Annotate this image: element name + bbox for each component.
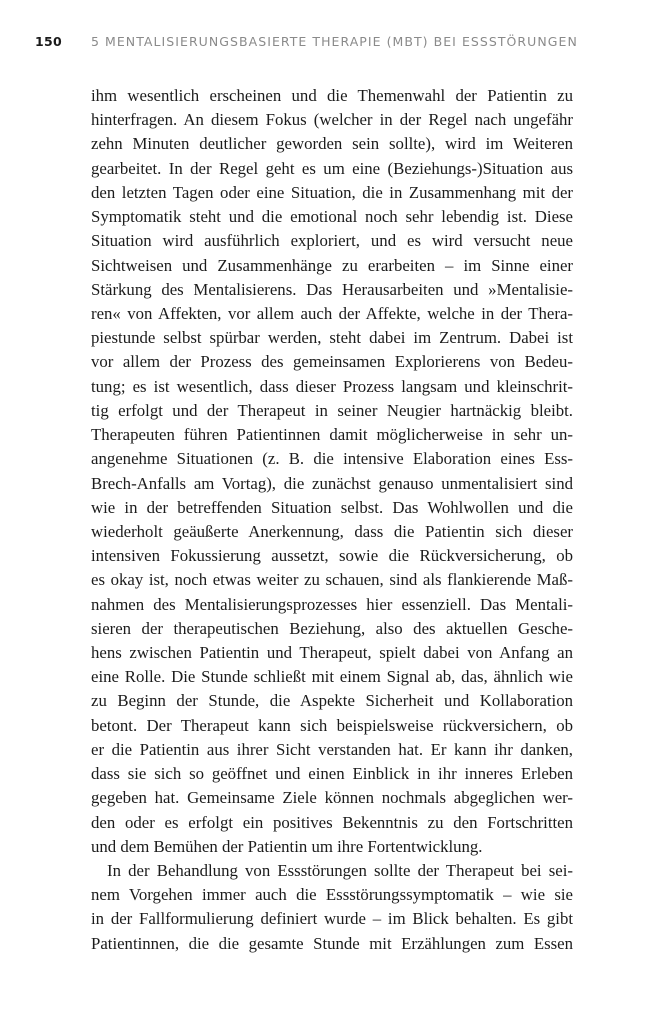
text-line: dass sie sich so geöffnet und einen Einblick in ihr inneres Erleben bbox=[91, 764, 573, 784]
page-header bbox=[35, 34, 615, 54]
body-text bbox=[91, 84, 573, 956]
text-line: betont. Der Therapeut kann sich beispielsweise rückversichern, ob bbox=[91, 715, 573, 735]
page-number: 150 bbox=[35, 34, 62, 49]
text-line: nahmen des Mentalisierungsprozesses hier essenziell. Das Mentali- bbox=[91, 594, 573, 614]
text-line: angenehme Situationen (z. B. die intensive Elaboration eines Ess- bbox=[91, 449, 573, 469]
text-line: hinterfragen. An diesem Fokus (welcher in der Regel nach ungefähr bbox=[91, 110, 573, 130]
text-line: tung; es ist wesentlich, dass dieser Prozess langsam und kleinschrit- bbox=[91, 376, 573, 396]
text-line: ihm wesentlich erscheinen und die Themenwahl der Patientin zu bbox=[91, 86, 573, 105]
text-line: Patientinnen, die die gesamte Stunde mit Erzählungen zum Essen bbox=[91, 933, 573, 953]
text-line: zu Beginn der Stunde, die Aspekte Sicherheit und Kollaboration bbox=[91, 691, 573, 711]
text-line: In der Behandlung von Essstörungen sollte der Therapeut bei sei- bbox=[107, 861, 573, 880]
text-line: hens zwischen Patientin und Therapeut, spielt dabei von Anfang an bbox=[91, 643, 573, 663]
text-line: er die Patientin aus ihrer Sicht verstanden hat. Er kann ihr danken, bbox=[91, 739, 573, 759]
text-line: piestunde selbst spürbar werden, steht dabei im Zentrum. Dabei ist bbox=[91, 328, 573, 348]
text-line: tig erfolgt und der Therapeut in seiner Neugier hartnäckig bleibt. bbox=[91, 400, 573, 420]
text-line: Therapeuten führen Patientinnen damit möglicherweise in sehr un- bbox=[91, 425, 573, 445]
text-line: zehn Minuten deutlicher geworden sein sollte), wird im Weiteren bbox=[91, 134, 573, 154]
text-line: intensiven Fokussierung aussetzt, sowie die Rückversicherung, ob bbox=[91, 546, 573, 566]
paragraph-2 bbox=[91, 859, 573, 956]
text-line: und dem Bemühen der Patientin um ihre Fortentwicklung. bbox=[91, 836, 483, 856]
text-line: gegeben hat. Gemeinsame Ziele können nochmals abgeglichen wer- bbox=[91, 788, 573, 808]
text-line: vor allem der Prozess des gemeinsamen Explorierens von Bedeu- bbox=[91, 352, 573, 372]
text-line: Sichtweisen und Zusammenhänge zu erarbeiten – im Sinne einer bbox=[91, 255, 573, 275]
text-line: es okay ist, noch etwas weiter zu schauen, sind als flankierende Maß- bbox=[91, 570, 573, 590]
text-line: Brech-Anfalls am Vortag), die zunächst genauso unmentalisiert sind bbox=[91, 473, 573, 493]
running-head: 5 MENTALISIERUNGSBASIERTE THERAPIE (MBT) BEI ESSSTÖRUNGEN bbox=[91, 34, 578, 49]
paragraph-1 bbox=[91, 84, 573, 859]
text-line: Symptomatik steht und die emotional noch sehr lebendig ist. Diese bbox=[91, 207, 573, 227]
text-line: wiederholt geäußerte Anerkennung, dass die Patientin sich dieser bbox=[91, 521, 573, 541]
text-line: wie in der betreffenden Situation selbst. Das Wohlwollen und die bbox=[91, 497, 573, 517]
text-line: gearbeitet. In der Regel geht es um eine (Beziehungs-)Situation aus bbox=[91, 158, 573, 178]
text-line: Situation wird ausführlich exploriert, und es wird versucht neue bbox=[91, 231, 573, 251]
text-line: sieren der therapeutischen Beziehung, also des aktuellen Gesche- bbox=[91, 618, 573, 638]
text-line: Stärkung des Mentalisierens. Das Herausarbeiten und »Mentalisie- bbox=[91, 279, 573, 299]
text-line: nem Vorgehen immer auch die Essstörungssymptomatik – wie sie bbox=[91, 885, 573, 905]
text-line: ren« von Affekten, vor allem auch der Affekte, welche in der Thera- bbox=[91, 303, 573, 323]
text-line: eine Rolle. Die Stunde schließt mit einem Signal ab, das, ähnlich wie bbox=[91, 667, 573, 687]
text-line: den letzten Tagen oder eine Situation, die in Zusammenhang mit der bbox=[91, 182, 573, 202]
text-line: in der Fallformulierung definiert wurde – im Blick behalten. Es gibt bbox=[91, 909, 573, 929]
text-line: den oder es erfolgt ein positives Bekenntnis zu den Fortschritten bbox=[91, 812, 573, 832]
